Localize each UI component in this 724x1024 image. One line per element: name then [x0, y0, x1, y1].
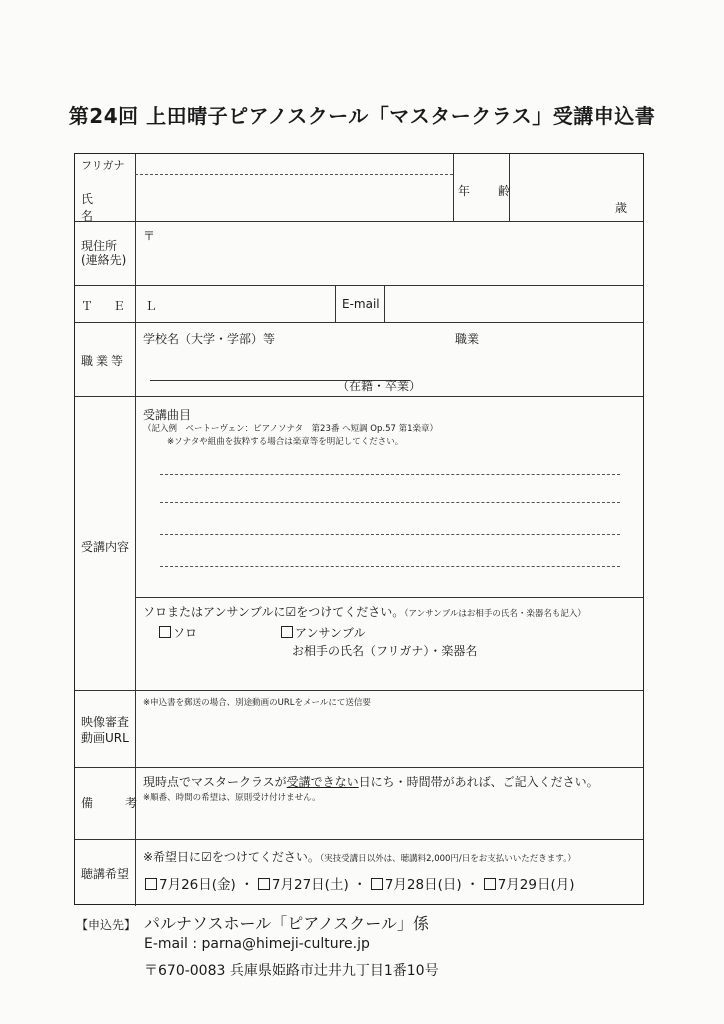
remarks-main	[143, 773, 599, 790]
date-separator: ・	[240, 877, 254, 893]
date-separator: ・	[465, 877, 480, 893]
date-label: 7月28日(日)	[384, 877, 462, 893]
date-checkbox[interactable]	[371, 878, 383, 890]
solo-checkbox[interactable]	[159, 626, 171, 638]
row-divider	[75, 839, 643, 840]
solo-label: ソロ	[173, 626, 198, 640]
date-checkbox[interactable]	[258, 878, 270, 890]
row-divider	[75, 690, 643, 691]
page-title: 第24回 上田晴子ピアノスクール「マスタークラス」受講申込書	[68, 104, 656, 128]
date-label: 7月29日(月)	[497, 877, 575, 893]
check-icon: ☑	[285, 605, 297, 619]
solo-instruction-tail: をつけてください。	[296, 605, 405, 619]
date-option-4[interactable]	[484, 877, 575, 893]
piece-heading: 受講曲目	[143, 408, 192, 422]
audit-label: 聴講希望	[81, 867, 130, 881]
audit-fee-note: （実技受講日以外は、聴講料2,000円/日をお支払いいただきます。）	[319, 854, 576, 864]
footer-org: パルナソスホール「ピアノスクール」係	[144, 914, 429, 933]
remarks-main-2: 受講できない	[286, 775, 359, 789]
video-note: ※申込書を郵送の場合、別途動画のURLをメールにて送信要	[143, 698, 371, 708]
date-checkbox[interactable]	[145, 878, 157, 890]
status-label: （在籍・卒業）	[337, 379, 422, 393]
footer-address: 〒670-0083 兵庫県姫路市辻井九丁目1番10号	[144, 963, 439, 979]
school-label: 学校名（大学・学部）等	[143, 332, 276, 346]
check-icon: ☑	[201, 850, 212, 864]
age-label: 年 齢	[458, 184, 519, 198]
piece-note: ※ソナタや組曲を抜粋する場合は楽章等を明記してください。	[167, 437, 404, 447]
row-divider	[75, 322, 643, 323]
row-divider	[75, 396, 643, 397]
piece-line	[160, 474, 620, 475]
age-divider	[453, 154, 454, 221]
row-divider	[75, 285, 643, 286]
footer-email: E-mail : parna@himeji-culture.jp	[144, 936, 370, 952]
date-checkbox[interactable]	[484, 878, 496, 890]
age-unit: 歳	[615, 201, 628, 215]
piece-line	[160, 502, 620, 503]
ensemble-checkbox[interactable]	[281, 626, 293, 638]
date-option-1[interactable]	[145, 877, 236, 893]
audit-instruction-tail: をつけてください。	[211, 850, 320, 864]
date-separator: ・	[353, 877, 367, 893]
email-divider	[384, 285, 385, 322]
ensemble-option[interactable]	[281, 624, 365, 641]
video-label: 映像審査 動画URL	[81, 715, 130, 745]
name-label: 氏 名	[81, 192, 160, 223]
remarks-main-1: 現時点でマスタークラスが	[143, 775, 287, 789]
date-option-2[interactable]	[258, 877, 349, 893]
application-form	[74, 153, 644, 905]
solo-option[interactable]	[159, 624, 197, 641]
piece-example: （記入例 ベートーヴェン：ピアノソナタ 第23番 へ短調 Op.57 第1楽章）	[143, 424, 438, 434]
date-option-3[interactable]	[371, 877, 462, 893]
ensemble-label: アンサンブル	[295, 626, 366, 640]
remarks-main-3: 日にち・時間帯があれば、ご記入ください。	[358, 775, 599, 789]
email-divider	[335, 285, 336, 322]
furigana-divider	[135, 174, 453, 175]
audit-dates	[145, 873, 575, 893]
course-label: 受講内容	[81, 540, 130, 554]
row-divider	[135, 597, 643, 598]
solo-instruction-text: ソロまたはアンサンブルに	[143, 605, 286, 619]
piece-line	[160, 566, 620, 567]
furigana-label: フリガナ	[81, 159, 125, 172]
date-label: 7月27日(土)	[271, 877, 349, 893]
occupation-label: 職業等	[81, 354, 127, 368]
date-label: 7月26日(金)	[159, 877, 236, 893]
job-label: 職業	[455, 332, 480, 346]
tel-label: Ｔ Ｅ Ｌ	[81, 299, 162, 313]
partner-label: お相手の氏名（フリガナ）・楽器名	[292, 644, 478, 658]
piece-line	[160, 534, 620, 535]
email-label: E-mail	[342, 297, 380, 311]
solo-instruction	[143, 603, 586, 620]
remarks-note: ※順番、時間の希望は、原則受け付けません。	[143, 793, 321, 803]
solo-instruction-note: （アンサンブルはお相手の氏名・楽器名も記入）	[404, 609, 586, 619]
postal-mark: 〒	[143, 229, 156, 243]
row-divider	[75, 767, 643, 768]
audit-instruction	[143, 848, 576, 865]
remarks-label: 備 考	[81, 796, 148, 810]
address-label: 現住所 (連絡先)	[81, 239, 127, 267]
footer-label: 【申込先】	[76, 918, 137, 932]
audit-instruction-text: ※希望日に	[143, 850, 202, 864]
row-divider	[75, 221, 643, 222]
